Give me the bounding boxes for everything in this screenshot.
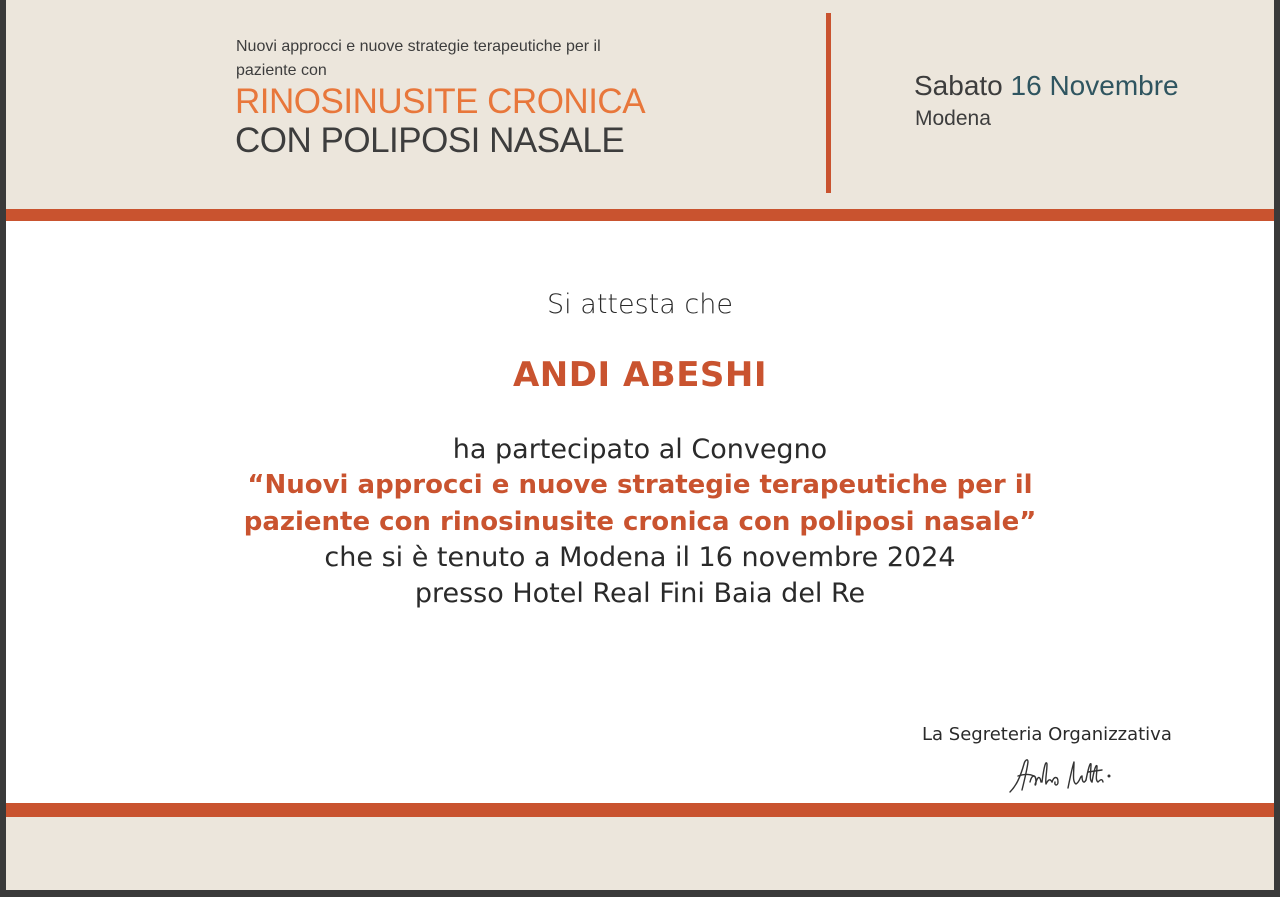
event-day-month: 16 Novembre bbox=[1010, 70, 1179, 101]
header-divider bbox=[826, 13, 831, 193]
convention-title: “Nuovi approcci e nuove strategie terapeutiche per il paziente con rinosinusite cronica con poliposi nasale” bbox=[243, 470, 1037, 537]
header-banner bbox=[6, 0, 1274, 209]
certificate-page bbox=[6, 0, 1274, 890]
top-accent-band bbox=[6, 209, 1274, 221]
participation-text: ha partecipato al Convegno bbox=[452, 434, 828, 465]
event-city: Modena bbox=[915, 107, 991, 130]
venue-text: presso Hotel Real Fini Baia del Re bbox=[414, 578, 866, 609]
event-title-line2: CON POLIPOSI NASALE bbox=[235, 121, 625, 160]
event-subtitle: Nuovi approcci e nuove strategie terapeutiche per il paziente con bbox=[236, 38, 601, 79]
event-day: Sabato bbox=[914, 70, 1003, 101]
secretariat-label: La Segreteria Organizzativa bbox=[922, 724, 1172, 745]
footer-band bbox=[6, 817, 1274, 890]
attest-text: Si attesta che bbox=[547, 289, 733, 320]
handwritten-signature bbox=[1006, 752, 1128, 798]
held-text: che si è tenuto a Modena il 16 novembre 2024 bbox=[324, 542, 956, 573]
event-title-line1: RINOSINUSITE CRONICA bbox=[235, 82, 646, 121]
event-date bbox=[914, 68, 1179, 104]
participant-name: ANDI ABESHI bbox=[512, 355, 768, 395]
bottom-accent-band bbox=[6, 803, 1274, 817]
